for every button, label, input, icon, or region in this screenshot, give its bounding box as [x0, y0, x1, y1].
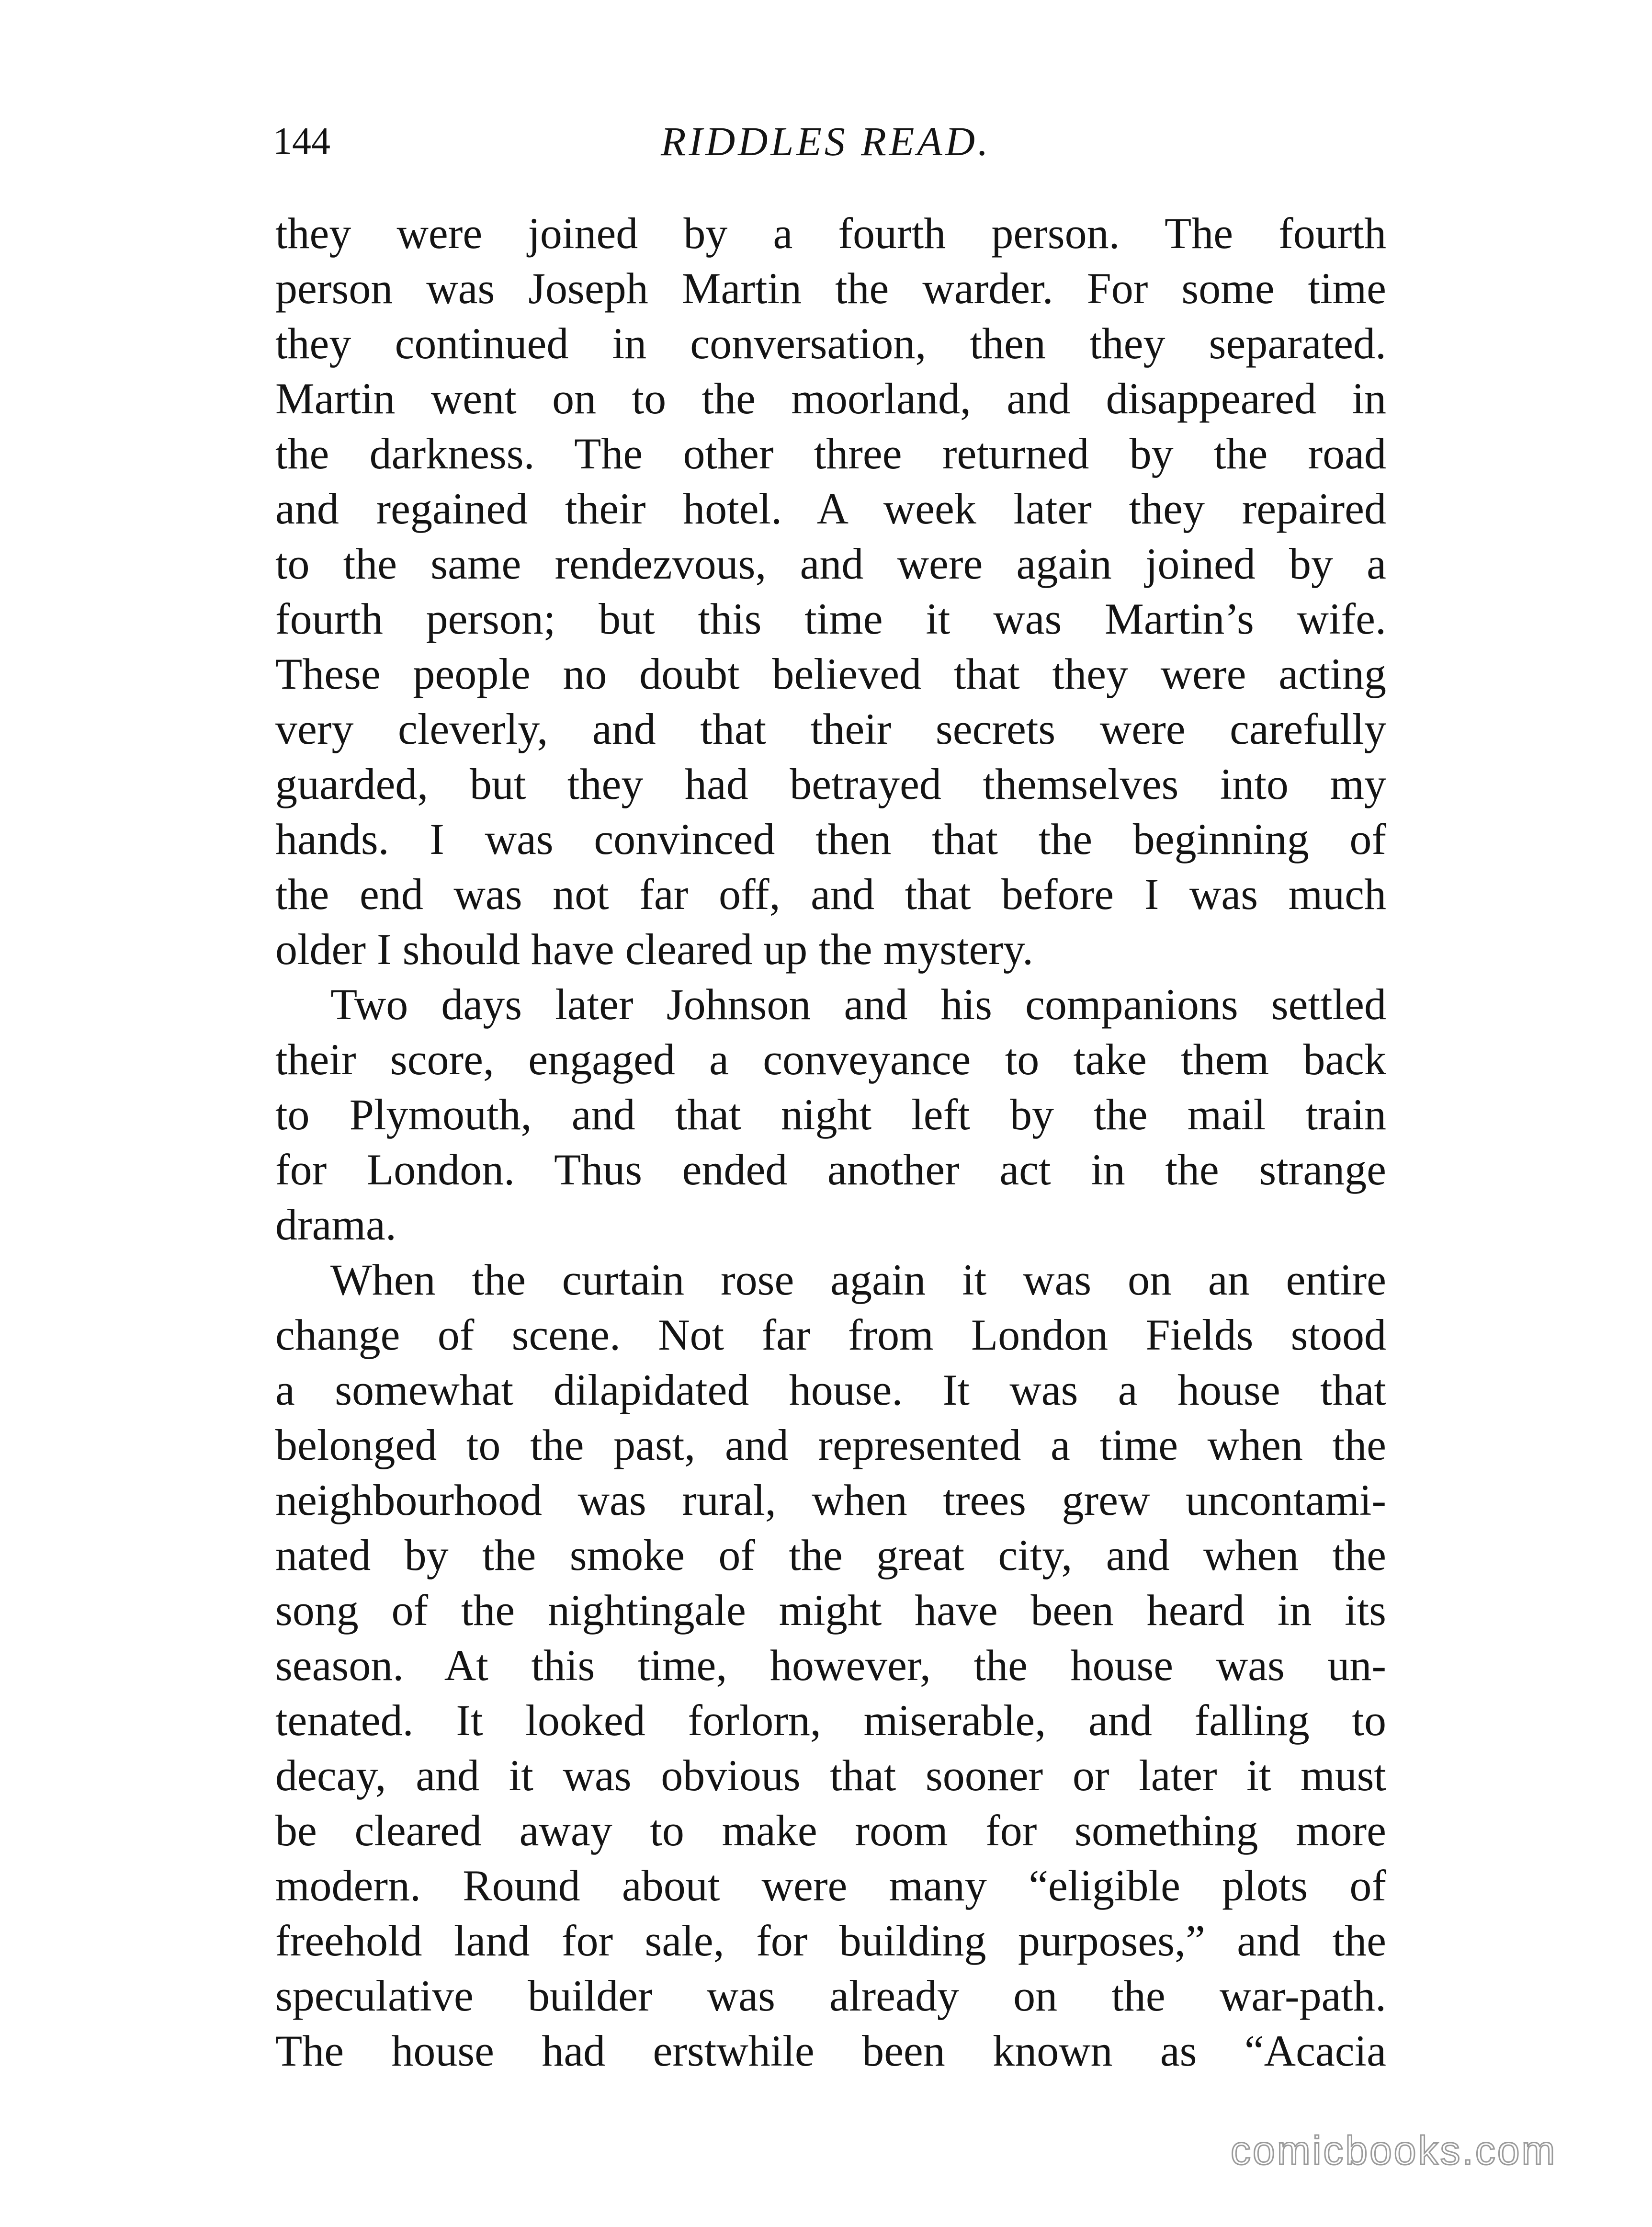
text-line: drama.	[275, 1200, 396, 1249]
text-line: These people no doubt believed that they were acting	[275, 649, 1386, 698]
text-line: fourth person; but this time it was Martin’s wife.	[275, 594, 1386, 643]
running-title: RIDDLES READ.	[661, 118, 991, 164]
text-line: a somewhat dilapidated house. It was a house that	[275, 1365, 1386, 1414]
text-line: speculative builder was already on the war-path.	[275, 1971, 1386, 2020]
text-line: song of the nightingale might have been heard in its	[275, 1586, 1386, 1635]
text-line: older I should have cleared up the mystery.	[275, 925, 1034, 974]
text-line: The house had erstwhile been known as “Acacia	[275, 2026, 1386, 2075]
text-line: the darkness. The other three returned by the road	[275, 429, 1386, 478]
text-line: person was Joseph Martin the warder. For some time	[275, 264, 1386, 313]
watermark: comicbooks.com	[1231, 2128, 1557, 2173]
text-line: neighbourhood was rural, when trees grew uncontami-	[275, 1476, 1386, 1524]
page-number: 144	[273, 120, 330, 162]
text-line: Two days later Johnson and his companions settled	[330, 980, 1386, 1029]
text-line: guarded, but they had betrayed themselves into my	[275, 760, 1386, 808]
text-line: freehold land for sale, for building purposes,” and the	[275, 1916, 1386, 1965]
text-line: belonged to the past, and represented a time when the	[275, 1420, 1386, 1469]
text-line: to Plymouth, and that night left by the mail train	[275, 1090, 1386, 1139]
text-line: season. At this time, however, the house was un-	[275, 1641, 1386, 1690]
text-line: hands. I was convinced then that the beginning of	[275, 815, 1386, 864]
text-line: for London. Thus ended another act in the strange	[275, 1145, 1386, 1194]
text-line: change of scene. Not far from London Fields stood	[275, 1310, 1386, 1359]
text-line: be cleared away to make room for something more	[275, 1806, 1386, 1855]
text-line: and regained their hotel. A week later they repaired	[275, 484, 1386, 533]
text-line: they were joined by a fourth person. The fourth	[275, 209, 1386, 258]
text-line: nated by the smoke of the great city, and when the	[275, 1531, 1386, 1579]
text-line: to the same rendezvous, and were again joined by a	[275, 539, 1386, 588]
text-line: they continued in conversation, then they separated.	[275, 319, 1386, 368]
text-line: tenated. It looked forlorn, miserable, and falling to	[275, 1696, 1386, 1745]
text-line: Martin went on to the moorland, and disappeared in	[275, 374, 1386, 423]
text-line: decay, and it was obvious that sooner or later it must	[275, 1751, 1386, 1800]
text-line: their score, engaged a conveyance to take them back	[275, 1035, 1386, 1084]
text-line: very cleverly, and that their secrets were carefully	[275, 704, 1386, 753]
text-line: When the curtain rose again it was on an entire	[330, 1255, 1386, 1304]
text-line: modern. Round about were many “eligible plots of	[275, 1861, 1386, 1910]
text-line: the end was not far off, and that before I was much	[275, 870, 1386, 919]
